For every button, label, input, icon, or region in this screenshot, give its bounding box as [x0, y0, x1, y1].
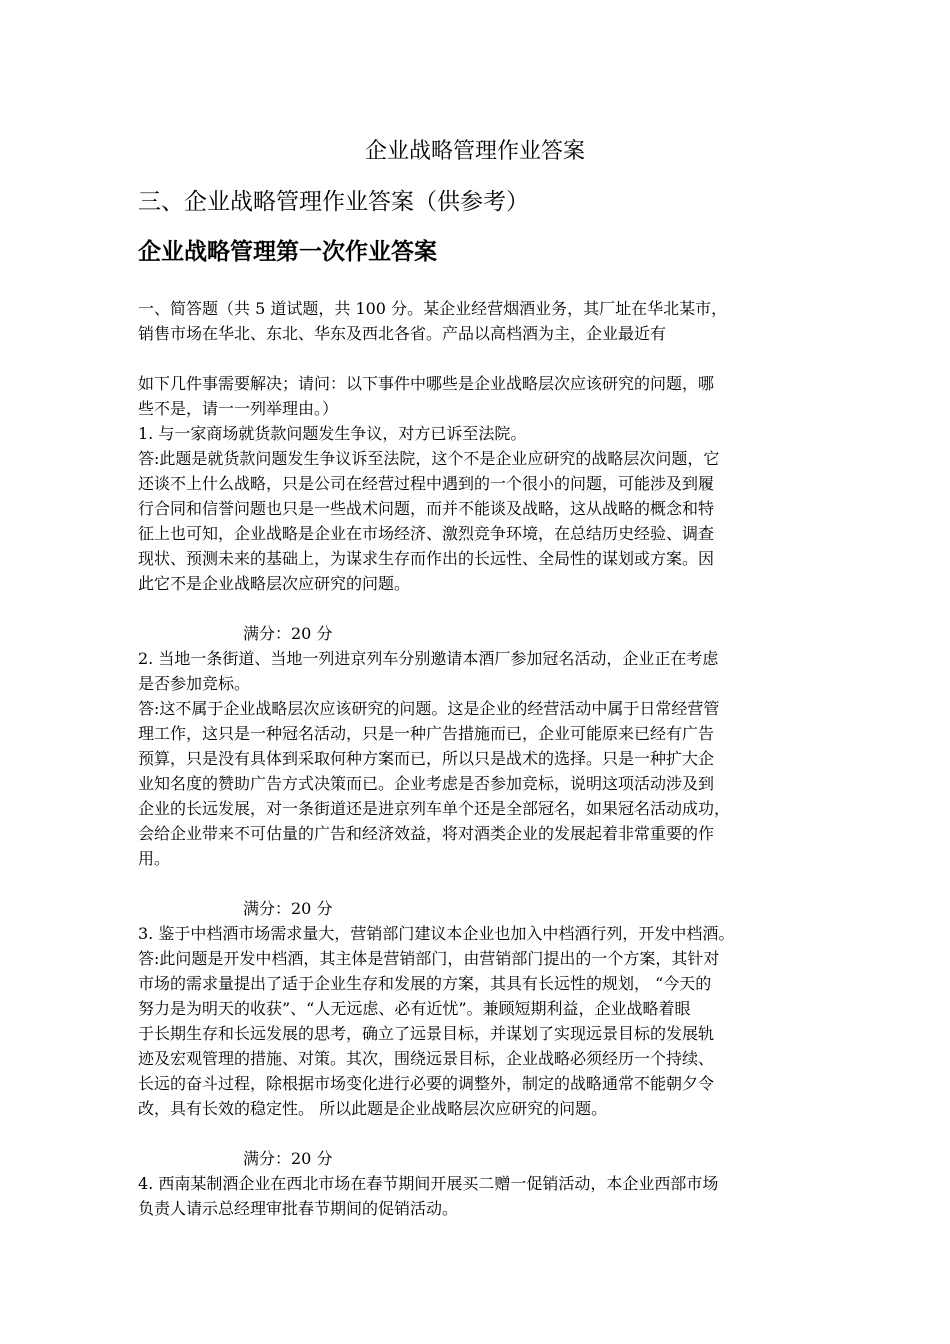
question-2-line: 2. 当地一条街道、当地一列进京列车分别邀请本酒厂参加冠名活动，企业正在考虑	[138, 649, 719, 668]
answer-1-line: 答:此题是就货款问题发生争议诉至法院，这个不是企业应研究的战略层次问题，它	[138, 449, 720, 468]
answer-1-line: 此它不是企业战略层次应研究的问题。	[138, 574, 411, 593]
answer-3-line: 努力是为明天的收获”、“人无远虑、必有近忧”。兼顾短期利益，企业战略着眼	[138, 999, 691, 1018]
answer-3-line: 迹及宏观管理的措施、对策。其次，围绕远景目标，企业战略必须经历一个持续、	[138, 1049, 715, 1068]
question-1: 1. 与一家商场就货款问题发生争议，对方已诉至法院。	[138, 424, 527, 443]
answer-2-line: 预算，只是没有具体到采取何种方案而已，所以只是战术的选择。只是一种扩大企	[138, 749, 715, 768]
answer-2-line: 业知名度的赞助广告方式决策而已。企业考虑是否参加竞标，说明这项活动涉及到	[138, 774, 715, 793]
score-1: 满分：20 分	[243, 624, 333, 643]
document-body	[138, 296, 852, 1221]
intro-line: 销售市场在华北、东北、华东及西北各省。产品以高档酒为主，企业最近有	[138, 324, 667, 343]
intro-line: 些不是，请一一列举理由。）	[138, 399, 339, 418]
answer-2-line: 理工作，这只是一种冠名活动，只是一种广告措施而已，企业可能原来已经有广告	[138, 724, 715, 743]
answer-1-line: 现状、预测未来的基础上，为谋求生存而作出的长远性、全局性的谋划或方案。因	[138, 549, 715, 568]
question-4-line: 4. 西南某制酒企业在西北市场在春节期间开展买二赠一促销活动，本企业西部市场	[138, 1174, 719, 1193]
answer-3-line: 改，具有长效的稳定性。 所以此题是企业战略层次应研究的问题。	[138, 1099, 608, 1118]
question-3: 3. 鉴于中档酒市场需求量大，营销部门建议本企业也加入中档酒行列，开发中档酒。	[138, 924, 735, 943]
answer-1-line: 还谈不上什么战略，只是公司在经营过程中遇到的一个很小的问题，可能涉及到履	[138, 474, 715, 493]
question-2-line: 是否参加竞标。	[138, 674, 251, 693]
answer-2-line: 答:这不属于企业战略层次应该研究的问题。这是企业的经营活动中属于日常经营管	[138, 699, 720, 718]
answer-3-line: 市场的需求量提出了适于企业生存和发展的方案，其具有长远性的规划， “今天的	[138, 974, 712, 993]
score-2: 满分：20 分	[243, 899, 333, 918]
document-title: 企业战略管理作业答案	[364, 139, 585, 164]
intro-line: 一、简答题（共 5 道试题，共 100 分。某企业经营烟酒业务，其厂址在华北某市，	[138, 299, 728, 318]
question-4-line: 负责人请示总经理审批春节期间的促销活动。	[138, 1199, 459, 1218]
section-heading: 三、企业战略管理作业答案（供参考）	[138, 189, 529, 215]
answer-3-line: 答:此问题是开发中档酒，其主体是营销部门，由营销部门提出的一个方案，其针对	[138, 949, 720, 968]
answer-2-line: 用。	[138, 849, 171, 868]
answer-3-line: 长远的奋斗过程，除根据市场变化进行必要的调整外，制定的战略通常不能朝夕令	[138, 1074, 715, 1093]
answer-1-line: 行合同和信誉问题也只是一些战术问题，而并不能谈及战略，这从战略的概念和特	[138, 499, 715, 518]
answer-3-line: 于长期生存和长远发展的思考，确立了远景目标，并谋划了实现远景目标的发展轨	[138, 1024, 715, 1043]
answer-2-line: 会给企业带来不可估量的广告和经济效益，将对酒类企业的发展起着非常重要的作	[138, 824, 715, 843]
intro-line: 如下几件事需要解决；请问：以下事件中哪些是企业战略层次应该研究的问题，哪	[138, 374, 715, 393]
score-3: 满分：20 分	[243, 1149, 333, 1168]
sub-heading: 企业战略管理第一次作业答案	[138, 238, 437, 265]
answer-2-line: 企业的长远发展，对一条街道还是进京列车单个还是全部冠名，如果冠名活动成功，	[138, 799, 731, 818]
answer-1-line: 征上也可知，企业战略是企业在市场经济、激烈竞争环境，在总结历史经验、调查	[138, 524, 715, 543]
